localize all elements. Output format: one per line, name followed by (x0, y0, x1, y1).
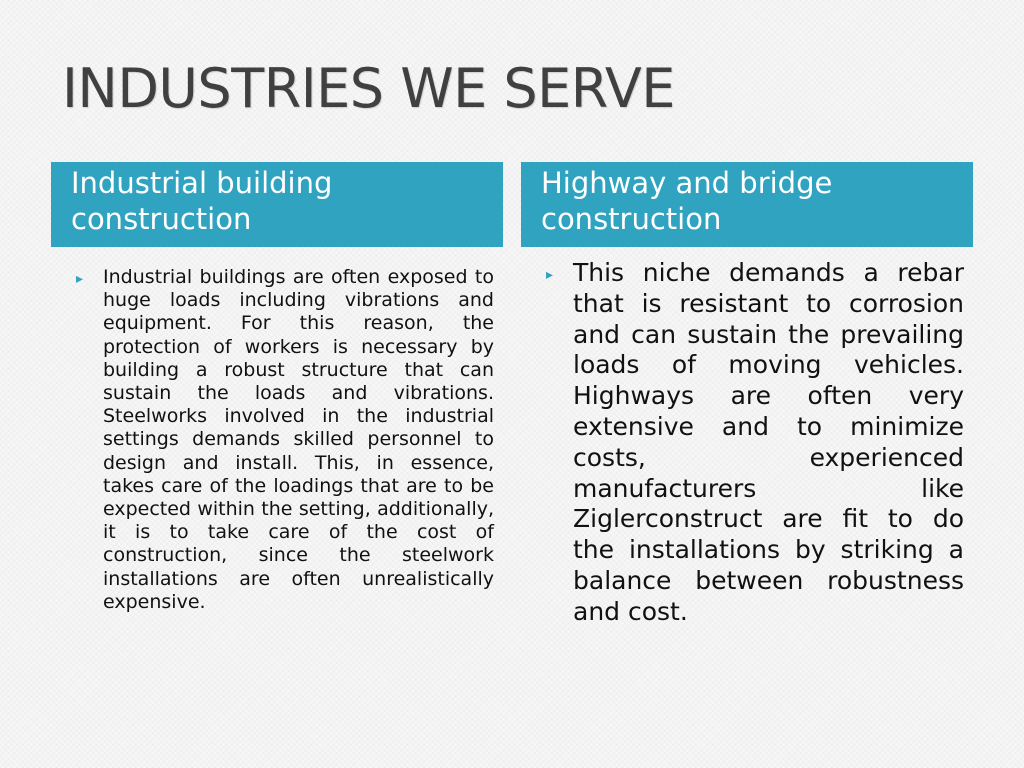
slide-title: INDUSTRIES WE SERVE (62, 57, 675, 120)
column-header-line: Highway and bridge (541, 166, 833, 200)
bullet-text: This niche demands a rebar that is resistant to corrosion and can sustain the prevailing loads of moving vehicles. Highways are often very extensive and to minimize costs, experienced manufacturers like Ziglerconstruct are fit to do the installations by striking a balance between robustness and cost. (573, 258, 964, 626)
triangle-right-icon: ▸ (546, 267, 554, 283)
column-header-line: Industrial building (71, 166, 333, 200)
bullet-text: Industrial buildings are often exposed to huge loads including vibrations and equipment. For this reason, the protection of workers is necessary by building a robust structure that can sustain the loads and vibrations. Steelworks involved in the industrial settings demands skilled personnel to design and install. This, in essence, takes care of the loadings that are to be expected within the setting, additionally, it is to take care of the cost of construction, since the steelwork installations are often unrealistically expensive. (103, 266, 494, 613)
column-header-highway-bridge (521, 162, 973, 247)
column-header-industrial-building (51, 162, 503, 247)
column-header-line: construction (541, 202, 722, 236)
bullet-item-highway-bridge (546, 258, 964, 628)
bullet-item-industrial-building (76, 266, 494, 614)
triangle-right-icon: ▸ (76, 271, 84, 287)
column-header-line: construction (71, 202, 252, 236)
